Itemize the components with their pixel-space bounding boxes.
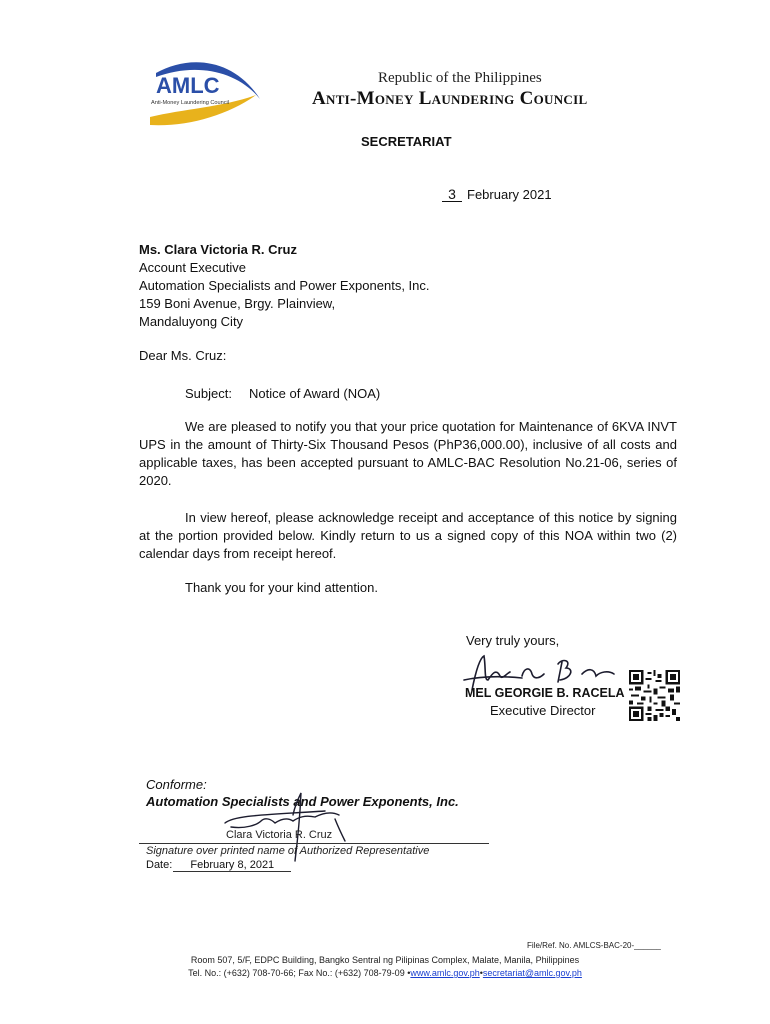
recipient-block (139, 241, 430, 331)
footer-bullet-2: • (479, 968, 483, 978)
conforme-date-value: February 8, 2021 (173, 860, 291, 872)
thanks-line: Thank you for your kind attention. (185, 580, 378, 595)
footer-contact (0, 968, 770, 978)
qr-code (629, 670, 680, 721)
letter-date (442, 186, 552, 204)
footer-phones: Tel. No.: (+632) 708-70-66; Fax No.: (+632) 708-79-09 (188, 968, 405, 978)
salutation: Dear Ms. Cruz: (139, 348, 227, 363)
subject-line (185, 385, 380, 403)
footer-bullet: • (407, 968, 411, 978)
representative-printed-name: Clara Victoria R. Cruz (226, 829, 333, 841)
office-heading: SECRETARIAT (361, 134, 452, 149)
recipient-address-line2: Mandaluyong City (139, 314, 244, 329)
closing-line: Very truly yours, (466, 633, 560, 648)
recipient-address-line1: 159 Boni Avenue, Brgy. Plainview, (139, 296, 336, 311)
signature-caption: Signature over printed name of Authorized Representative (146, 845, 430, 857)
conforme-label: Conforme: (146, 777, 207, 792)
recipient-position: Account Executive (139, 260, 246, 275)
signer-name: MEL GEORGIE B. RACELA (465, 686, 625, 700)
council-heading: Anti-Money Laundering Council (312, 88, 588, 109)
conforme-company: Automation Specialists and Power Exponents, Inc. (146, 794, 459, 809)
date-day: 3 (442, 187, 462, 202)
paragraph-award: We are pleased to notify you that your price quotation for Maintenance of 6KVA INVT UPS in the amount of Thirty-Six Thousand Pesos (PhP36,000.00), inclusive of all costs and applicable taxes, has been accepted pursuant to AMLC-BAC Resolution No.21-06, series of 2020. (139, 419, 677, 488)
recipient-name: Ms. Clara Victoria R. Cruz (139, 242, 297, 257)
date-month-year: February 2021 (467, 187, 552, 202)
file-reference: File/Ref. No. AMLCS-BAC-20-______ (527, 941, 661, 950)
subject-label: Subject: (185, 386, 232, 401)
logo-text: AMLC (156, 73, 220, 98)
amlc-logo (148, 55, 266, 130)
logo-subtext: Anti-Money Laundering Council (151, 100, 230, 106)
signature-rule (139, 843, 489, 844)
email-link[interactable]: secretariat@amlc.gov.ph (482, 968, 582, 978)
conforme-date (146, 859, 291, 872)
website-link[interactable]: www.amlc.gov.ph (410, 968, 480, 978)
signer-title: Executive Director (490, 703, 596, 718)
conforme-date-label: Date: (146, 859, 173, 871)
paragraph-acknowledge: In view hereof, please acknowledge receipt and acceptance of this notice by signing at the portion provided below. Kindly return to us a signed copy of this NOA within two (2) calendar days from receipt hereof. (139, 510, 677, 561)
footer-address: Room 507, 5/F, EDPC Building, Bangko Sentral ng Pilipinas Complex, Malate, Manila, Philippines (190, 955, 580, 965)
republic-heading: Republic of the Philippines (378, 70, 542, 86)
subject-value: Notice of Award (NOA) (249, 386, 381, 401)
recipient-company: Automation Specialists and Power Exponents, Inc. (139, 278, 430, 293)
